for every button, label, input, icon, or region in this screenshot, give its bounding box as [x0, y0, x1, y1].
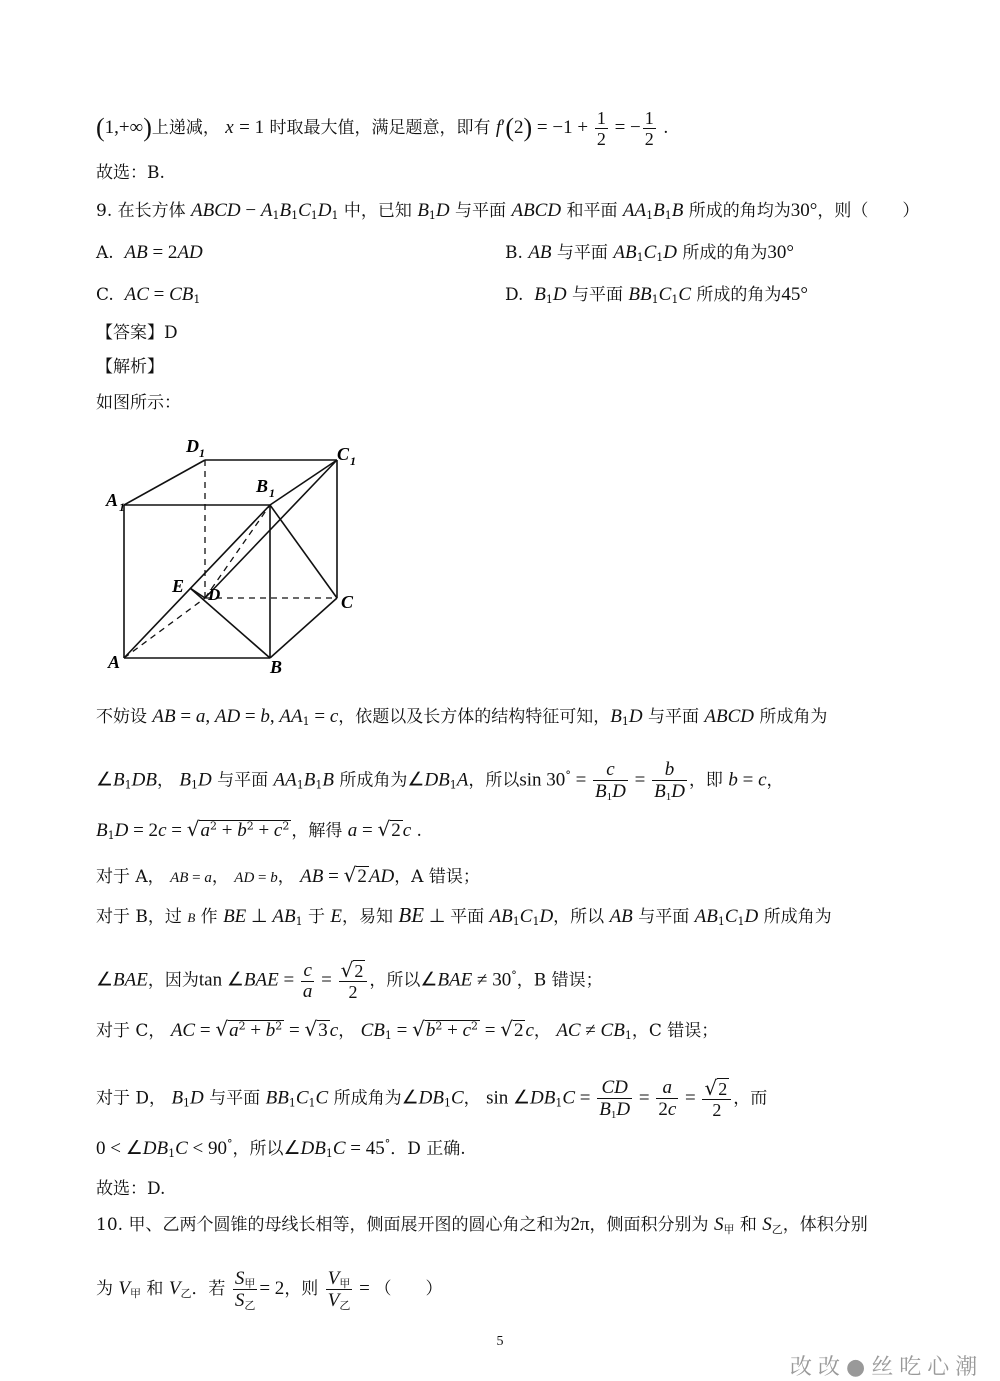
option-a: A. AB = 2AD	[96, 242, 203, 263]
analysis-heading: 【解析】	[96, 357, 164, 377]
solution-line-3: $B_1D = 2c = √a^2 + b^2 + c^2$ ，解得 a = √2 c .	[96, 817, 422, 842]
label-a1: A	[106, 490, 119, 510]
label-b: B	[270, 657, 283, 677]
solution-line-6: ∠BAE，因为tan ∠BAE = $\frac{c}{a}$ = $\frac{√2}{2}$ ，所以∠BAE ≠ 30°，B 错误；	[96, 958, 603, 1002]
solution-choose-d: 故选：D.	[96, 1179, 166, 1199]
solution-line-8: 对于 D， $B_1D$ 与平面 $BB_1C_1C$ 所成角为$\angle DB_1C$， $\sin \angle DB_1C$ = $\frac{CD}{B_1D}$ = $\frac{a}{2c}$ = $\frac{√2}{2}$ ，而	[96, 1076, 768, 1121]
solution-line-1: 不妨设 AB = a, AD = b, $AA_1 = c$，依题以及长方体的结构特征可知，$B_1D$ 与平面 ABCD 所成角为	[96, 706, 828, 728]
solution-line-7: 对于 C， AC = $√a^2 + b^2 = √3$ c， $CB_1 = √b^2 + c^2 = √2$ c， AC ≠ $CB_1$，C 错误；	[96, 1017, 719, 1042]
label-c: C	[341, 592, 354, 612]
as-shown: 如图所示：	[96, 393, 181, 413]
question-10-line-1: 10. 甲、乙两个圆锥的母线长相等，侧面展开图的圆心角之和为2π，侧面积分别为 $S_甲$ 和 $S_乙$，体积分别	[96, 1214, 868, 1236]
svg-text:1: 1	[199, 446, 205, 460]
answer: 【答案】D	[96, 323, 178, 343]
question-10-line-2: 为 $V_甲$ 和 $V_乙$．若 $\frac{S_甲}{S_乙}$ = 2，则 $\frac{V_甲}{V_乙}$ = （ ）	[96, 1268, 443, 1312]
line-choose-b: 故选：B.	[96, 163, 165, 183]
solution-line-2: $\angle B_1DB$， $B_1D$ 与平面 $AA_1B_1B$ 所成角为$\angle DB_1A$，所以sin 30° = $\frac{c}{B_1D}$ = $\frac{b}{B_1D}$ ，即 b = c，	[96, 759, 784, 803]
solution-line-9: $0 < \angle DB_1C < 90^\circ$，所以$\angle DB_1C = 45^\circ$．D 正确.	[96, 1137, 466, 1160]
option-d: D. $B_1D$ 与平面 $BB_1C_1C$ 所成的角为45°	[505, 284, 809, 306]
watermark: 改改●丝吃心潮	[790, 1355, 984, 1380]
line-1: (1,+∞)上递减， x = 1 时取最大值，满足题意，即有 f′(2) = −1 + $\frac{1}{2}$ = − $\frac{1}{2}$ .	[96, 108, 669, 149]
option-b: B. AB 与平面 $AB_1C_1D$ 所成的角为30°	[505, 242, 794, 264]
label-a: A	[108, 652, 121, 672]
label-c1: C	[337, 444, 350, 464]
label-e: E	[172, 576, 185, 596]
label-d1: D	[186, 436, 199, 456]
option-c: C. AC = $CB_1$	[96, 284, 201, 306]
page-number: 5	[496, 1334, 504, 1349]
svg-text:1: 1	[119, 500, 125, 514]
label-b1: B	[256, 476, 269, 496]
label-d: D	[208, 585, 221, 604]
svg-text:1: 1	[269, 486, 275, 500]
solution-line-4: 对于 A， AB = a， AD = b， AB = √2 AD，A 错误；	[96, 863, 480, 887]
question-9: 9. 在长方体 ABCD − $A_1B_1C_1D_1$ 中，已知 $B_1D$ 与平面 ABCD 和平面 $AA_1B_1B$ 所成的角均为30°，则（ ）	[96, 200, 920, 222]
solution-line-5: 对于 B，过 B 作 BE ⊥ $AB_1$ 于 E，易知 BE ⊥ 平面 $AB_1C_1D$，所以 AB 与平面 $AB_1C_1D$ 所成角为	[96, 903, 832, 928]
svg-text:1: 1	[350, 454, 356, 468]
